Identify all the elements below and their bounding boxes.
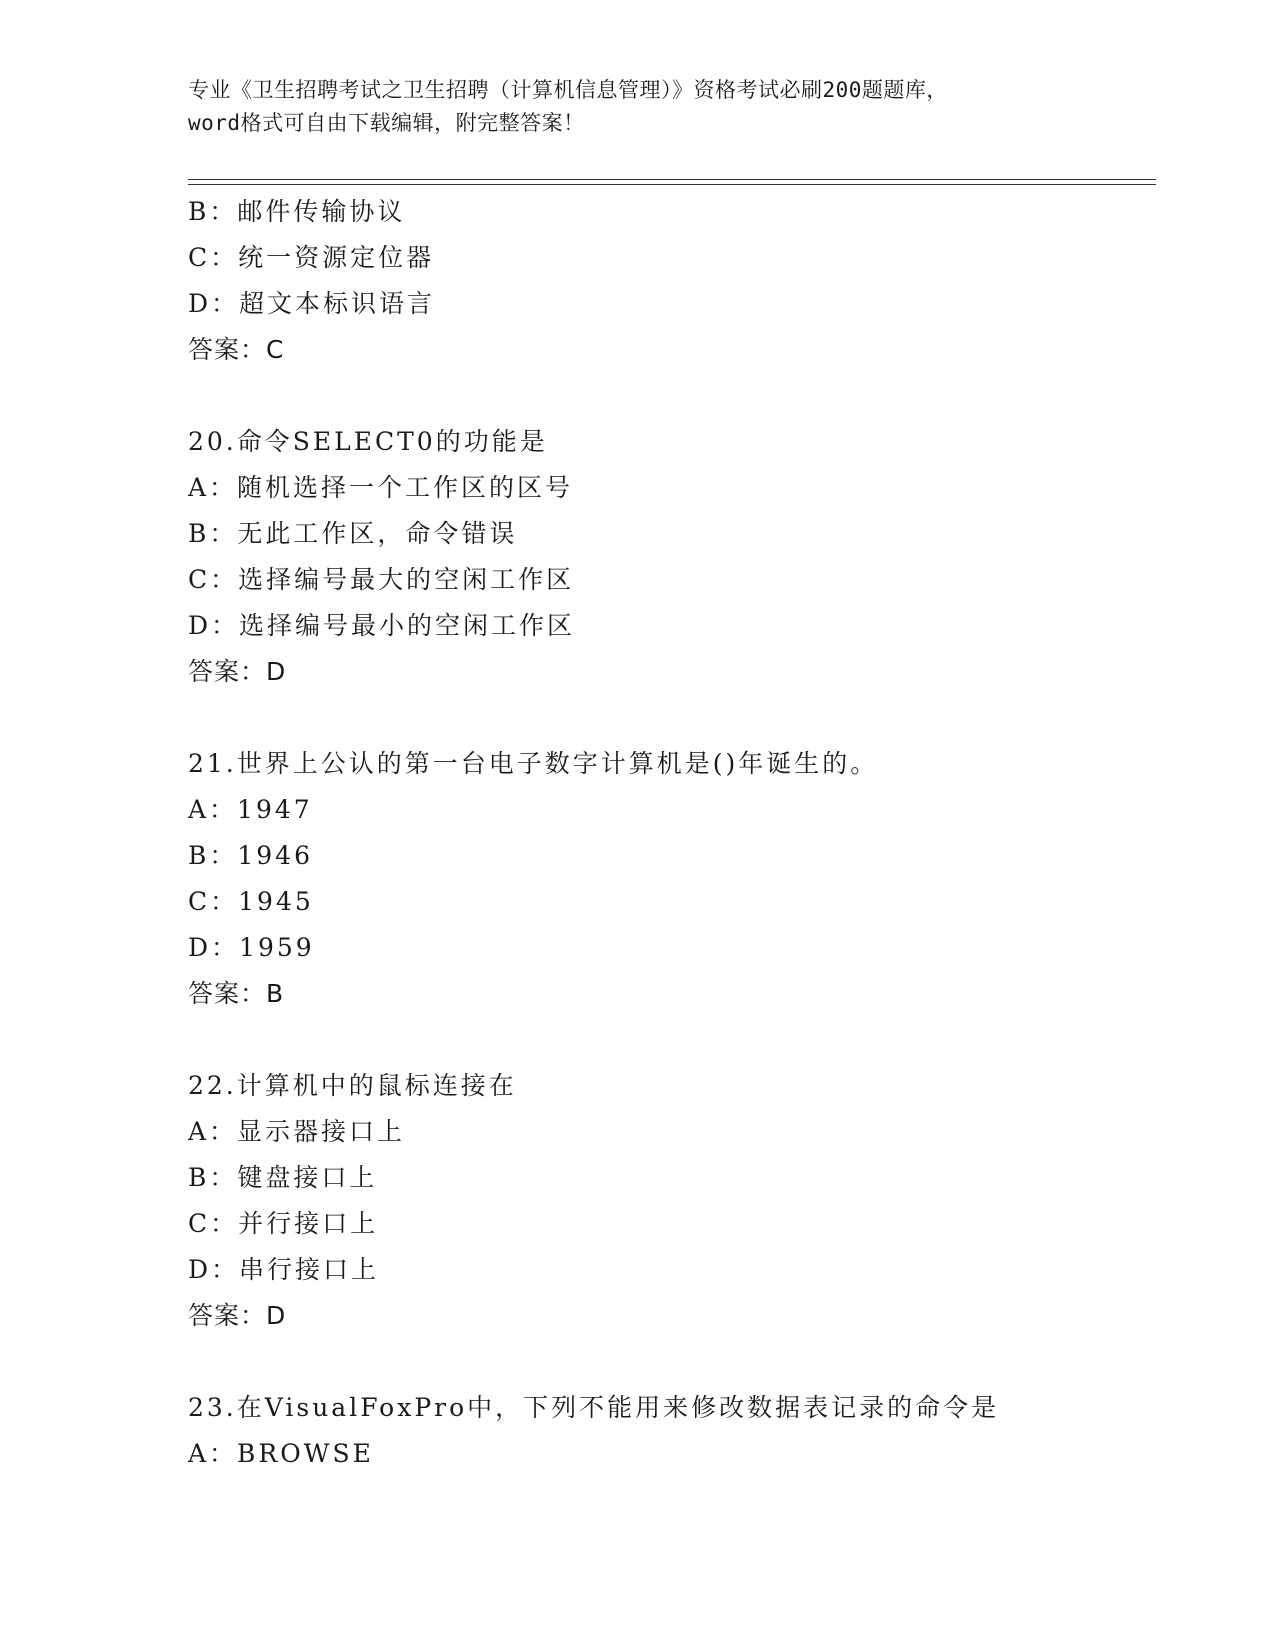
q20-option-a: A：随机选择一个工作区的区号 xyxy=(188,473,574,502)
q20-option-c: C：选择编号最大的空闲工作区 xyxy=(188,565,575,594)
q20-option-d: D：选择编号最小的空闲工作区 xyxy=(188,611,576,640)
header-divider-top xyxy=(188,179,1156,180)
spacer xyxy=(188,373,1148,419)
q22-question: 22.计算机中的鼠标连接在 xyxy=(188,1071,517,1100)
q21-answer: 答案：B xyxy=(188,979,285,1008)
q21-option-b: B：1946 xyxy=(188,841,313,870)
q19-option-b: B：邮件传输协议 xyxy=(188,197,406,226)
q22-option-c: C：并行接口上 xyxy=(188,1209,379,1238)
q21-option-d: D：1959 xyxy=(188,933,315,962)
q22-answer: 答案：D xyxy=(188,1301,287,1330)
q23-question: 23.在VisualFoxPro中，下列不能用来修改数据表记录的命令是 xyxy=(188,1393,1000,1422)
header-title-line-1: 专业《卫生招聘考试之卫生招聘（计算机信息管理）》资格考试必刷200题题库， xyxy=(188,78,948,102)
q21-option-c: C：1945 xyxy=(188,887,314,916)
header-title-line-2: word格式可自由下载编辑，附完整答案！ xyxy=(188,111,585,135)
question-21-block xyxy=(188,741,1148,1017)
spacer xyxy=(188,1017,1148,1063)
document-header xyxy=(188,74,1088,140)
q22-option-a: A：显示器接口上 xyxy=(188,1117,406,1146)
q20-answer: 答案：D xyxy=(188,657,287,686)
question-23-block xyxy=(188,1385,1148,1477)
spacer xyxy=(188,1339,1148,1385)
q21-question: 21.世界上公认的第一台电子数字计算机是()年诞生的。 xyxy=(188,749,879,778)
q19-option-d: D：超文本标识语言 xyxy=(188,289,436,318)
question-list xyxy=(188,189,1148,1477)
question-22-block xyxy=(188,1063,1148,1339)
q19-answer: 答案：C xyxy=(188,335,285,364)
q19-option-c: C：统一资源定位器 xyxy=(188,243,435,272)
q20-option-b: B：无此工作区，命令错误 xyxy=(188,519,518,548)
q20-question: 20.命令SELECT0的功能是 xyxy=(188,427,548,456)
header-divider-bottom xyxy=(188,184,1156,185)
spacer xyxy=(188,695,1148,741)
question-19-block xyxy=(188,189,1148,373)
q21-option-a: A：1947 xyxy=(188,795,313,824)
question-20-block xyxy=(188,419,1148,695)
q22-option-d: D：串行接口上 xyxy=(188,1255,380,1284)
q23-option-a: A：BROWSE xyxy=(188,1439,374,1468)
q22-option-b: B：键盘接口上 xyxy=(188,1163,378,1192)
